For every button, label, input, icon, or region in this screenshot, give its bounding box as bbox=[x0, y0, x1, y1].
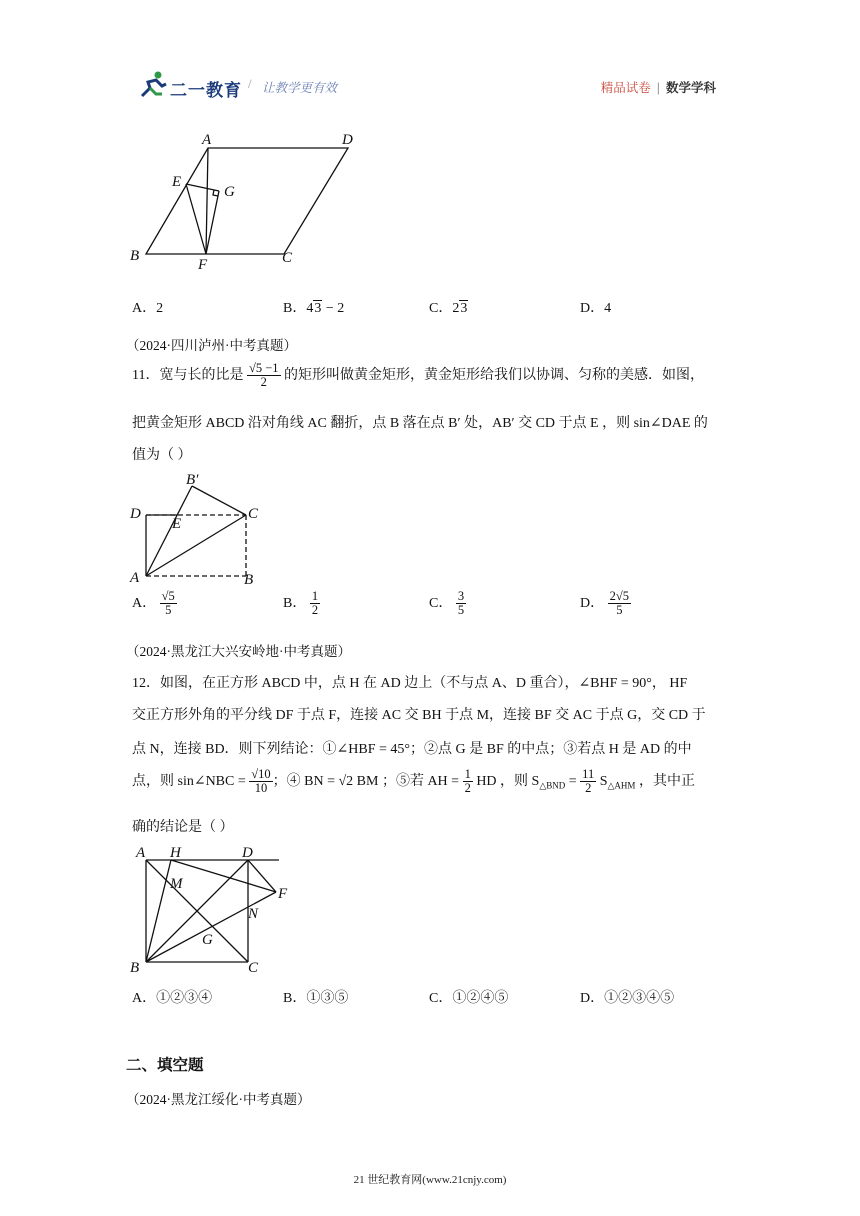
header-slogan: 让教学更有效 bbox=[262, 81, 338, 95]
label-m: M bbox=[170, 876, 183, 892]
q11-option-c: C． $\frac{3}{5}$ bbox=[429, 589, 465, 618]
q10-option-a: A．2 bbox=[132, 301, 164, 316]
golden-ratio-fraction: $\frac{√5 -1}{2}$ bbox=[248, 361, 279, 390]
label-a: A bbox=[130, 570, 140, 586]
header-right-label: 精品试卷 bbox=[600, 81, 651, 95]
q12-line5: 确的结论是（ ） bbox=[132, 820, 234, 835]
q12-line4: 点，则 sin∠NBC = $\frac{√10}{10}$ ；④ BN = √2 BM ；⑤若 AH = $\frac{1}{2}$ HD ，则 $S_{\triangle BND}$ = $\frac{11}{2}$ $S_{\triangle AHM}$ ，其中正 bbox=[132, 767, 695, 796]
q12-option-c: C．①②④⑤ bbox=[429, 991, 509, 1006]
q12-source: （2024·黑龙江大兴安岭地·中考真题） bbox=[126, 644, 351, 659]
q12-line2: 交正方形外角的平分线 DF 于点 F，连接 AC 交 BH 于点 M，连接 BF 交 AC 于点 G，交 CD 于 bbox=[132, 708, 706, 723]
q12-option-b: B．①③⑤ bbox=[283, 991, 349, 1006]
label-f: F bbox=[198, 257, 208, 273]
q10-option-c: C．23 bbox=[429, 301, 468, 316]
label-d: D bbox=[342, 132, 353, 148]
label-a: A bbox=[202, 132, 212, 148]
label-f: F bbox=[278, 886, 288, 902]
header-divider: / bbox=[248, 76, 252, 91]
label-e: E bbox=[172, 174, 182, 190]
header-subject: 数学学科 bbox=[665, 81, 716, 95]
label-d: D bbox=[242, 845, 253, 861]
runner-logo-icon bbox=[136, 70, 170, 100]
header-right-separator: | bbox=[656, 81, 660, 95]
q11-option-d: D． $\frac{2√5}{5}$ bbox=[580, 589, 629, 618]
section-title: 二、填空题 bbox=[126, 1057, 204, 1074]
q11-source: （2024·四川泸州·中考真题） bbox=[126, 338, 297, 353]
label-e: E bbox=[172, 516, 182, 532]
segment-b-prime-c bbox=[192, 486, 246, 515]
segment-af bbox=[206, 148, 208, 254]
label-g: G bbox=[224, 184, 235, 200]
section2-source: （2024·黑龙江绥化·中考真题） bbox=[126, 1092, 311, 1107]
header-right bbox=[601, 78, 716, 96]
segment-hf bbox=[171, 860, 276, 892]
q12-option-a: A．①②③④ bbox=[132, 991, 213, 1006]
label-g: G bbox=[202, 932, 213, 948]
label-b: B bbox=[130, 960, 140, 976]
label-b-prime: B′ bbox=[186, 472, 199, 488]
page-footer: 21 世纪教育网(www.21cnjy.com) bbox=[353, 1174, 507, 1186]
label-c: C bbox=[282, 250, 293, 266]
q11-figure bbox=[126, 466, 276, 588]
parallelogram-abcd bbox=[146, 148, 348, 254]
q12-line3: 点 N，连接 BD．则下列结论：①∠HBF = 45°；②点 G 是 BF 的中点；③若点 H 是 AD 的中 bbox=[132, 742, 692, 757]
label-d: D bbox=[130, 506, 141, 522]
label-c: C bbox=[248, 506, 259, 522]
logo-text: 二一教育 bbox=[170, 81, 242, 100]
label-b: B bbox=[130, 248, 140, 264]
q12-option-d: D．①②③④⑤ bbox=[580, 991, 675, 1006]
segment-bh bbox=[146, 860, 171, 962]
segment-eg bbox=[186, 184, 219, 191]
segment-bf bbox=[146, 892, 276, 962]
segment-ef bbox=[186, 184, 206, 254]
label-c: C bbox=[248, 960, 259, 976]
q11-option-a: A． $\frac{√5}{5}$ bbox=[132, 589, 175, 618]
q11-line2: 把黄金矩形 ABCD 沿对角线 AC 翻折，点 B 落在点 B′ 处，AB′ 交 CD 于点 E ，则 sin∠DAE 的 bbox=[132, 416, 708, 431]
q10-option-d: D．4 bbox=[580, 301, 612, 316]
label-n: N bbox=[248, 906, 259, 922]
label-a: A bbox=[136, 845, 146, 861]
q11-option-b: B． $\frac{1}{2}$ bbox=[283, 589, 319, 618]
segment-gf bbox=[206, 191, 219, 254]
q11-line1: 11．宽与长的比是 $\frac{√5 -1}{2}$ 的矩形叫做黄金矩形，黄金矩形给我们以协调、匀称的美感．如图， bbox=[132, 361, 705, 390]
q12-figure bbox=[126, 840, 306, 980]
label-b: B bbox=[244, 572, 254, 588]
label-h: H bbox=[170, 845, 181, 861]
q10-option-b: B．43 − 2 bbox=[283, 301, 345, 316]
q12-line1: 12．如图，在正方形 ABCD 中，点 H 在 AD 边上（不与点 A、D 重合），∠BHF = 90°， HF bbox=[132, 676, 688, 691]
page-header bbox=[136, 70, 726, 104]
q10-figure bbox=[126, 128, 366, 273]
q11-line3: 值为（ ） bbox=[132, 448, 192, 463]
